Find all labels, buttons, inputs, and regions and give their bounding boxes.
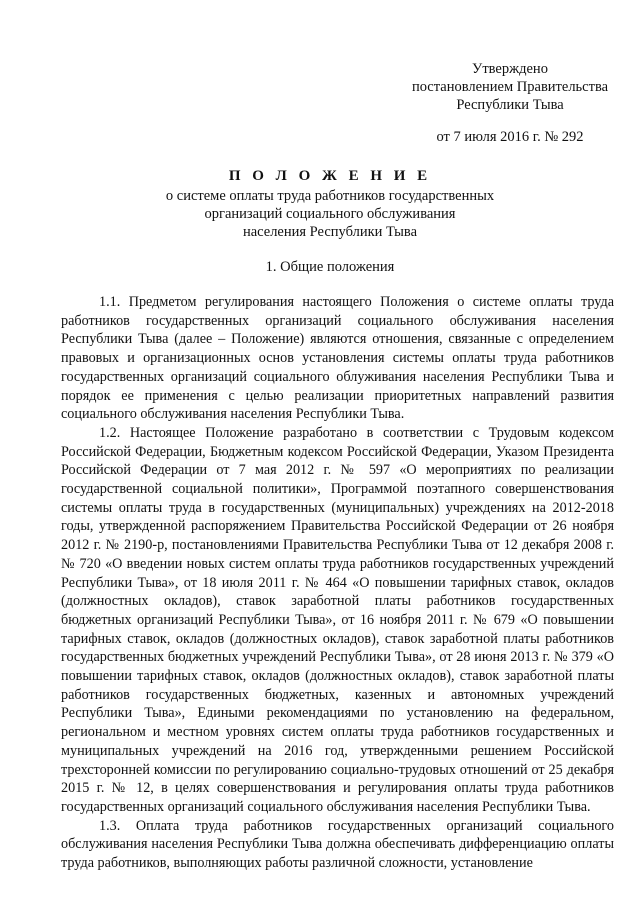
paragraph-1-1: 1.1. Предметом регулирования настоящего Положения о системе оплаты труда работников государственных организаций социального обслуживания населения Республики Тыва (далее – Положение) являются отношения, связанные с определением правовых и организационных основ установления системы оплаты труда работников государственных организаций социального облуживания населения Республики Тыва и порядок ее применения с целью реализации приоритетных направлений развития социального обслуживания населения Республики Тыва.	[61, 294, 614, 423]
document-subtitle-line-2: организаций социального обслуживания	[204, 206, 456, 222]
approval-line-2: постановлением Правительства	[411, 79, 609, 95]
paragraph-1-2: 1.2. Настоящее Положение разработано в соответствии с Трудовым кодексом Российской Федерации, Бюджетным кодексом Российской Федерации, Указом Президента Российской Федерации от 7 мая 2012 г. № 597 «О мероприятиях по реализации государственной социальной политики», Программой поэтапного совершенствования системы оплаты труда в государственных (муниципальных) учреждениях на 2012-2018 годы, утвержденной распоряжением Правительства Российской Федерации от 26 ноября 2012 г. № 2190-р, постановлениями Правительства Республики Тыва от 12 декабря 2008 г. № 720 «О введении новых систем оплаты труда работников государственных учреждений Республики Тыва», от 18 июля 2011 г. № 464 «О повышении тарифных ставок, окладов (должностных окладов), ставок заработной платы работников государственных бюджетных организаций Республики Тыва», от 16 ноября 2011 г. № 679 «О повышении тарифных ставок, окладов (должностных окладов), ставок заработной платы работников государственных бюджетных учреждений Республики Тыва», от 28 июня 2013 г. № 379 «О повышении тарифных ставок, окладов (должностных окладов), ставок заработной платы работников государственных бюджетных, казенных и автономных учреждений Республики Тыва», Едиными рекомендациями по установлению на федеральном, региональном и местном уровнях систем оплаты труда работников государственных и муниципальных учреждений на 2016 год, утвержденными решением Российской трехсторонней комиссии по регулированию социально-трудовых отношений от 25 декабря 2015 г. № 12, в целях совершенствования и регулирования оплаты труда работников государственных организаций социального обслуживания населения Республики Тыва.	[61, 424, 614, 815]
section-heading: 1. Общие положения	[265, 259, 395, 275]
approval-line-3: Республики Тыва	[456, 97, 564, 113]
approval-stamp	[400, 60, 620, 146]
document-subtitle-line-1: о системе оплаты труда работников государственных	[165, 188, 495, 204]
document-subtitle-line-3: населения Республики Тыва	[242, 224, 418, 240]
document-title: П О Л О Ж Е Н И Е	[228, 168, 432, 184]
document-title-block	[60, 167, 600, 241]
approval-date: от 7 июля 2016 г. № 292	[436, 129, 584, 145]
document-body	[61, 293, 614, 873]
paragraph-1-3: 1.3. Оплата труда работников государственных организаций социального обслуживания населения Республики Тыва должна обеспечивать дифференциацию оплаты труда работников, выполняющих работы различной сложности, установление	[61, 817, 614, 872]
approval-line-1: Утверждено	[472, 61, 548, 77]
